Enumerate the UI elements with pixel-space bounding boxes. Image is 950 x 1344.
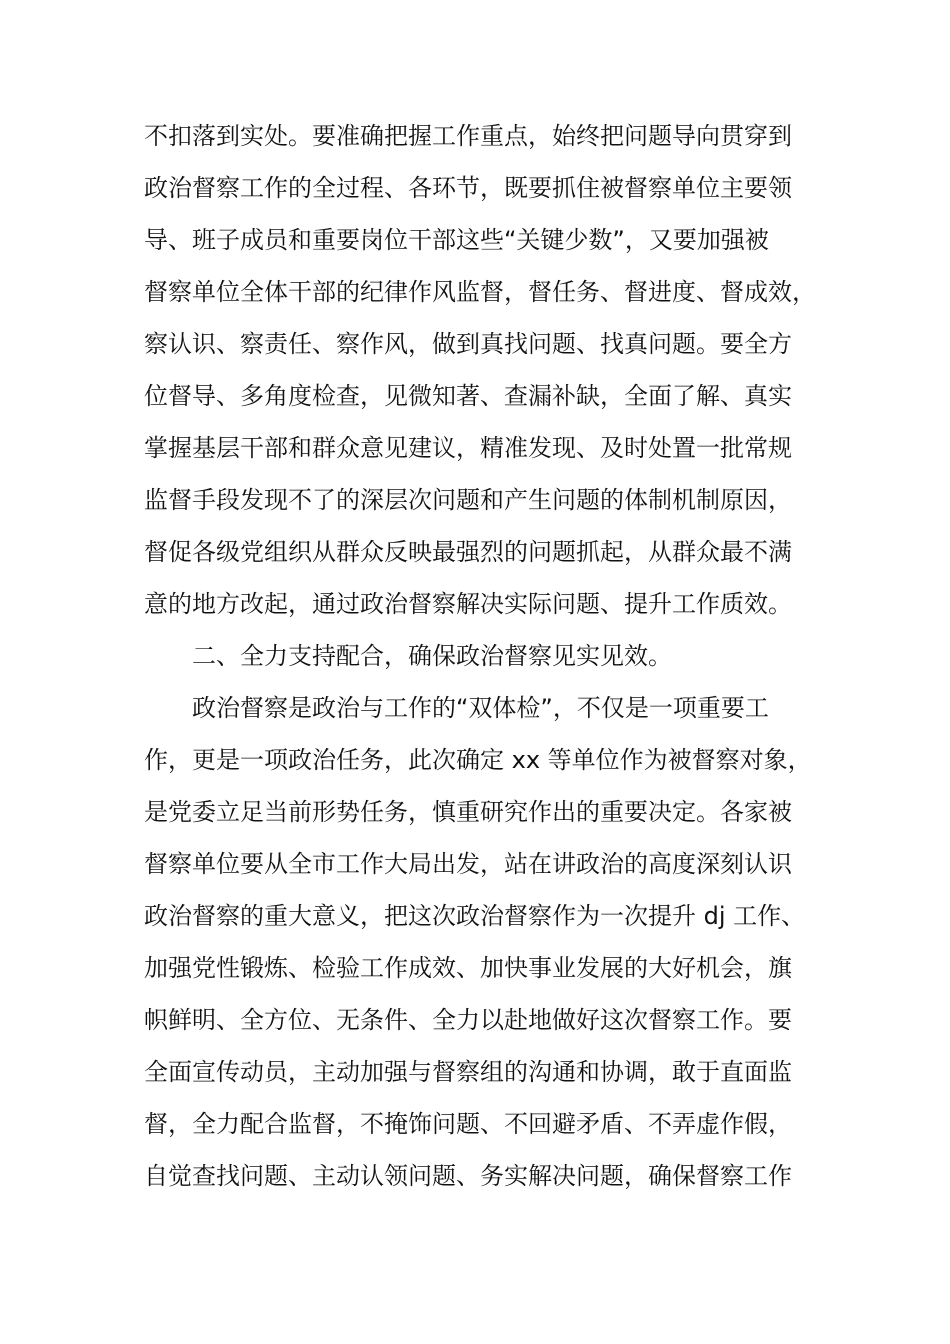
text-line: 意的地方改起，通过政治督察解决实际问题、提升工作质效。 [144, 590, 792, 618]
text-line: 作，更是一项政治任务，此次确定 xx 等单位作为被督察对象， [144, 746, 812, 774]
text-line: 督，全力配合监督，不掩饰问题、不回避矛盾、不弄虚作假， [144, 1110, 792, 1138]
text-line: 不扣落到实处。要准确把握工作重点，始终把问题导向贯穿到 [144, 122, 792, 150]
text-line: 察认识、察责任、察作风，做到真找问题、找真问题。要全方 [144, 330, 792, 358]
text-line: 位督导、多角度检查，见微知著、查漏补缺，全面了解、真实 [144, 382, 792, 410]
text-line: 是党委立足当前形势任务，慎重研究作出的重要决定。各家被 [144, 798, 792, 826]
text-line: 帜鲜明、全方位、无条件、全力以赴地做好这次督察工作。要 [144, 1006, 792, 1034]
text-line: 自觉查找问题、主动认领问题、务实解决问题，确保督察工作 [144, 1162, 792, 1190]
text-line: 监督手段发现不了的深层次问题和产生问题的体制机制原因， [144, 486, 792, 514]
text-line: 政治督察的重大意义，把这次政治督察作为一次提升 dj 工作、 [144, 902, 806, 930]
text-line: 导、班子成员和重要岗位干部这些“关键少数”，又要加强被 [144, 226, 769, 254]
text-line: 督察单位要从全市工作大局出发，站在讲政治的高度深刻认识 [144, 850, 792, 878]
text-line: 督察单位全体干部的纪律作风监督，督任务、督进度、督成效， [144, 278, 816, 306]
text-line: 政治督察是政治与工作的“双体检”，不仅是一项重要工 [192, 694, 769, 722]
text-line: 加强党性锻炼、检验工作成效、加快事业发展的大好机会，旗 [144, 954, 792, 982]
section-heading: 二、全力支持配合，确保政治督察见实见效。 [192, 642, 672, 670]
text-line: 督促各级党组织从群众反映最强烈的问题抓起，从群众最不满 [144, 538, 792, 566]
text-line: 全面宣传动员，主动加强与督察组的沟通和协调，敢于直面监 [144, 1058, 792, 1086]
text-line: 掌握基层干部和群众意见建议，精准发现、及时处置一批常规 [144, 434, 792, 462]
body-text [144, 110, 824, 1202]
text-line: 政治督察工作的全过程、各环节，既要抓住被督察单位主要领 [144, 174, 792, 202]
